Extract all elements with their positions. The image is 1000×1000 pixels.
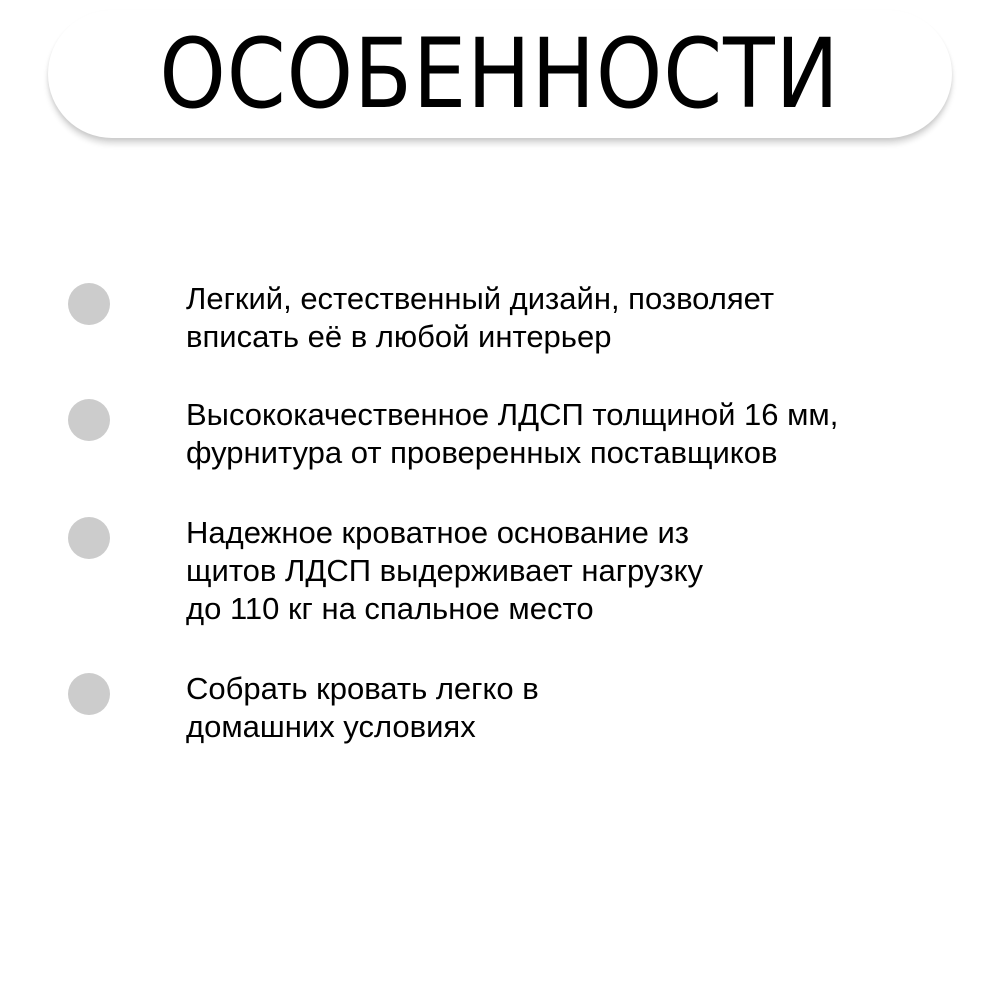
bullet-dot-icon [68,399,110,441]
feature-line: Высококачественное ЛДСП толщиной 16 мм, [186,397,839,432]
feature-text [186,670,976,746]
feature-line: вписать её в любой интерьер [186,319,612,354]
feature-line: Надежное кроватное основание из [186,515,689,550]
feature-line: Собрать кровать легко в [186,671,539,706]
feature-line: домашних условиях [186,709,476,744]
page-title: ОСОБЕННОСТИ [159,18,841,130]
feature-text [186,396,976,472]
feature-line: до 110 кг на спальное место [186,591,594,626]
feature-line: фурнитура от проверенных поставщиков [186,435,778,470]
feature-text [186,280,976,356]
feature-line: щитов ЛДСП выдерживает нагрузку [186,553,704,588]
feature-line: Легкий, естественный дизайн, позволяет [186,281,775,316]
bullet-dot-icon [68,517,110,559]
bullet-dot-icon [68,673,110,715]
bullet-dot-icon [68,283,110,325]
feature-text [186,514,976,628]
